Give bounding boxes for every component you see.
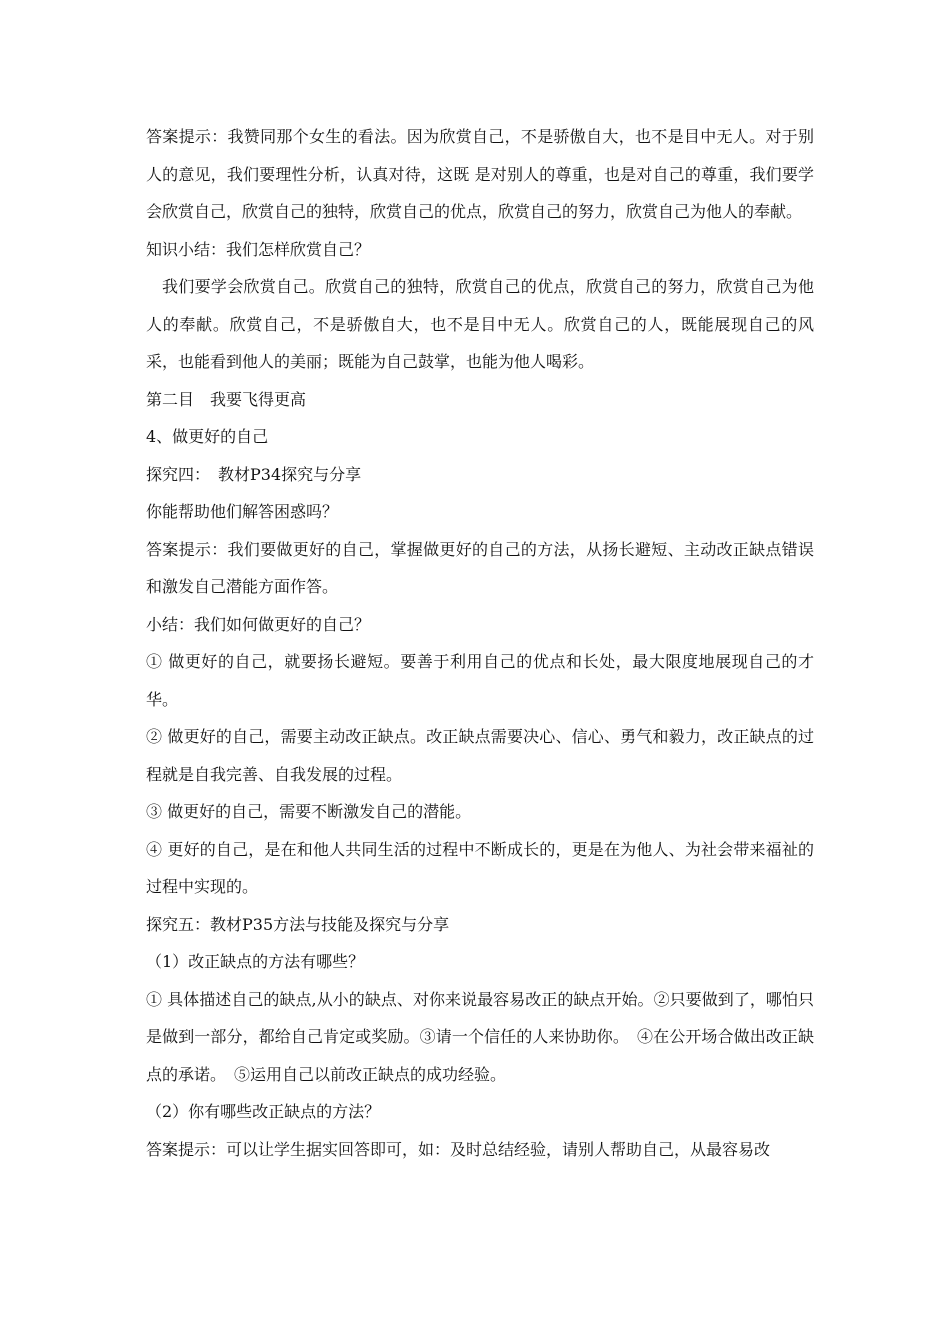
summary-point-2: ② 做更好的自己，需要主动改正缺点。改正缺点需要决心、信心、勇气和毅力，改正缺点的过程就是自我完善、自我发展的过程。 [146,727,814,784]
subsection-heading-4: 4、做更好的自己 [146,427,269,446]
explore-4-question: 你能帮助他们解答困惑吗？ [146,502,339,521]
knowledge-summary-heading: 知识小结：我们怎样欣赏自己？ [146,239,371,259]
summary-point-4: ④ 更好的自己，是在和他人共同生活的过程中不断成长的，更是在为他人、为社会带来福祉的过程中实现的。 [146,839,814,896]
answer-methods-list: ① 具体描述自己的缺点,从小的缺点、对你来说最容易改正的缺点开始。②只要做到了，哪怕只是做到一部分，都给自己肯定或奖励。③请一个信任的人来协助你。 ④在公开场合做出改正缺点的承诺。 ⑤运用自己以前改正缺点的成功经验。 [146,989,814,1084]
explore-4-heading: 探究四： 教材P34探究与分享 [146,464,362,484]
summary-point-1: ① 做更好的自己，就要扬长避短。要善于利用自己的优点和长处，最大限度地展现自己的才华。 [146,652,814,709]
question-2: （2）你有哪些改正缺点的方法？ [146,1102,381,1121]
document-body [146,118,814,1168]
summary-heading: 小结：我们如何做更好的自己？ [146,614,371,634]
knowledge-summary-text: 我们要学会欣赏自己。欣赏自己的独特，欣赏自己的优点，欣赏自己的努力，欣赏自己为他人的奉献。欣赏自己，不是骄傲自大，也不是目中无人。欣赏自己的人，既能展现自己的风采，也能看到他人的美丽；既能为自己鼓掌，也能为他人喝彩。 [146,277,814,371]
answer-hint-paragraph-1: 答案提示：我赞同那个女生的看法。因为欣赏自己，不是骄傲自大，也不是目中无人。对于别人的意见，我们要理性分析，认真对待，这既 是对别人的尊重，也是对自己的尊重，我们要学会欣赏自己，欣赏自己的独特，欣赏自己的优点，欣赏自己的努力，欣赏自己为他人的奉献。 [146,127,814,221]
answer-hint-paragraph-3: 答案提示：可以让学生据实回答即可，如：及时总结经验，请别人帮助自己，从最容易改 [146,1139,771,1159]
question-1: （1）改正缺点的方法有哪些？ [146,952,365,971]
section-heading-2: 第二目 我要飞得更高 [146,389,307,409]
summary-point-3: ③ 做更好的自己，需要不断激发自己的潜能。 [146,802,472,821]
answer-hint-paragraph-2: 答案提示：我们要做更好的自己，掌握做更好的自己的方法，从扬长避短、主动改正缺点错误和激发自己潜能方面作答。 [146,539,814,596]
explore-5-heading: 探究五：教材P35方法与技能及探究与分享 [146,914,450,934]
